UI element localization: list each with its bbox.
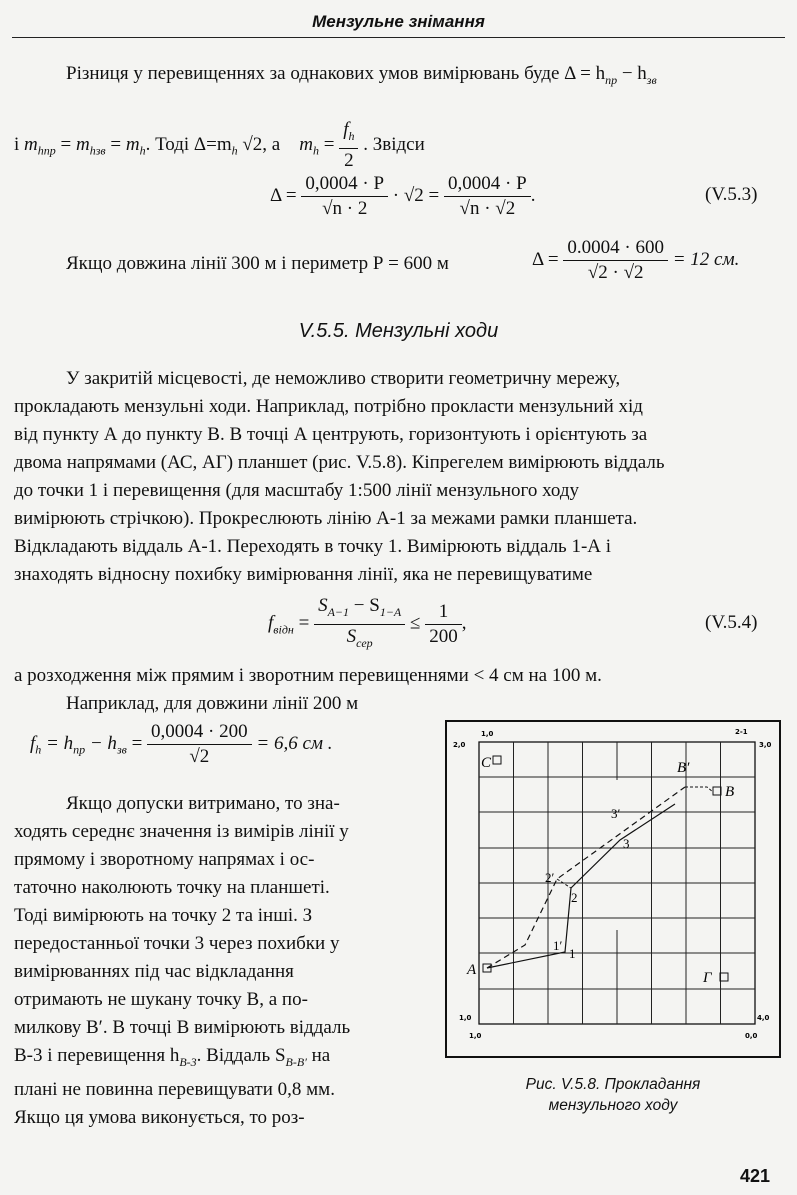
- corner-tl-top: 1,0: [481, 730, 494, 738]
- paragraph-example-300: Якщо довжина лінії 300 м і периметр Р = 600 м: [66, 253, 449, 274]
- equation-number-v53: (V.5.3): [705, 184, 758, 205]
- equation-number-v54: (V.5.4): [705, 612, 758, 633]
- label-c: C: [481, 755, 492, 771]
- equation-v54: $f_{відн}$ = $\frac{S_{A-1} - S_{1-A}}{S_{сер}}$ ≤ $\frac{1}{200}$ ,: [268, 595, 467, 650]
- corner-br-top: 4,0: [757, 1014, 770, 1022]
- figure-traverse: [445, 720, 781, 1058]
- header-rule: [12, 37, 785, 38]
- label-2: 2: [571, 890, 578, 905]
- label-a: A: [467, 962, 477, 978]
- paragraph-traverse-continue: Якщо допуски витримано, то зна- ходять середнє значення із вимірів лінії у прямому і зворотному напрямах і ос- таточно наколюють точку на планшеті. Тоді вимірюють на точку 2 та інші. З передостанньої точки 3 через похибки у вимірюваннях під час відкладання отримають не шукану точку В, а по- милкову В′. В точці В вимірюють віддаль В-3 і перевищення $h_{B-3}$. Віддаль $S_{B-B'}$ на плані не повинна перевищувати 0,8 мм. Якщо ця умова виконується, то роз-: [14, 793, 351, 1128]
- fraction-fh-over-2: $\frac{f_h}{2}$: [339, 118, 358, 173]
- corner-tl-left: 2,0: [453, 741, 466, 749]
- label-b: B: [725, 784, 735, 800]
- label-1-prime: 1′: [553, 938, 563, 953]
- page-number: 421: [740, 1166, 771, 1186]
- label-3-prime: 3′: [611, 806, 621, 821]
- point-g-marker: [720, 973, 728, 981]
- running-header-title: Мензульне знімання: [312, 12, 485, 31]
- corner-bl-bottom: 1,0: [469, 1032, 482, 1040]
- paragraph-equal-errors: і $m_{hпр} = m_{hзв} = m_h$. Тоді $\Delta=m_h$ √2, а $m_h$ = $\frac{f_h}{2}$ . Звідси: [14, 119, 425, 171]
- corner-tr-right: 3,0: [759, 741, 772, 749]
- equation-example-300: Δ = $\frac{0.0004 \cdot 600}{√2 \cdot √2}$ = 12 см.: [532, 237, 740, 283]
- paragraph-traverse-intro: У закритій місцевості, де неможливо створити геометричну мережу, прокладають мензульні ходи. Наприклад, потрібно прокласти мензульний хід від пункту А до пункту В. В точці А центрують, горизонтують і орієнтують за двома напрямами (АС, АГ) планшет (рис. V.5.8). Кіпрегелем вимірюють віддаль до точки 1 і перевищення (для масштабу 1:500 лінії мензульного ходу вимірюють стрічкою). Прокреслюють лінію А-1 за межами рамки планшета. Відкладають віддаль А-1. Переходять в точку 1. Вимірюють віддаль 1-А і знаходять відносну похибку вимірювання лінії, яка не перевищуватиме: [14, 368, 665, 585]
- corner-br-right: 0,0: [745, 1032, 758, 1040]
- section-heading: V.5.5. Мензульні ходи: [298, 320, 499, 342]
- corner-tr-top: 2-1: [735, 728, 748, 736]
- label-2-prime: 2′: [545, 870, 555, 885]
- running-header: [0, 0, 797, 40]
- paragraph-divergence: а розходження між прямим і зворотним перевищеннями < 4 см на 100 м.: [14, 665, 602, 686]
- equation-fh: $f_h = h_{пр} - h_{зв}$ = $\frac{0,0004 \cdot 200}{√2}$ = 6,6 см .: [30, 721, 333, 767]
- equation-v53: Δ = $\frac{0,0004 \cdot P}{√n \cdot 2}$ · √2 = $\frac{0,0004 \cdot P}{√n \cdot √2}$ .: [270, 173, 536, 219]
- corner-bl-top: 1,0: [459, 1014, 472, 1022]
- figure-caption: Рис. V.5.8. Прокладання мензульного ходу: [525, 1076, 701, 1114]
- label-3: 3: [623, 836, 630, 851]
- paragraph-example-200: Наприклад, для довжини лінії 200 м: [66, 693, 359, 714]
- label-1: 1: [569, 946, 576, 961]
- point-c-marker: [493, 756, 501, 764]
- paragraph-difference: Різниця у перевищеннях за однакових умов вимірювань буде $\Delta = h_{пр} - h_{зв}$: [66, 63, 657, 87]
- label-b-prime: B′: [677, 760, 690, 776]
- label-g: Г: [703, 970, 712, 986]
